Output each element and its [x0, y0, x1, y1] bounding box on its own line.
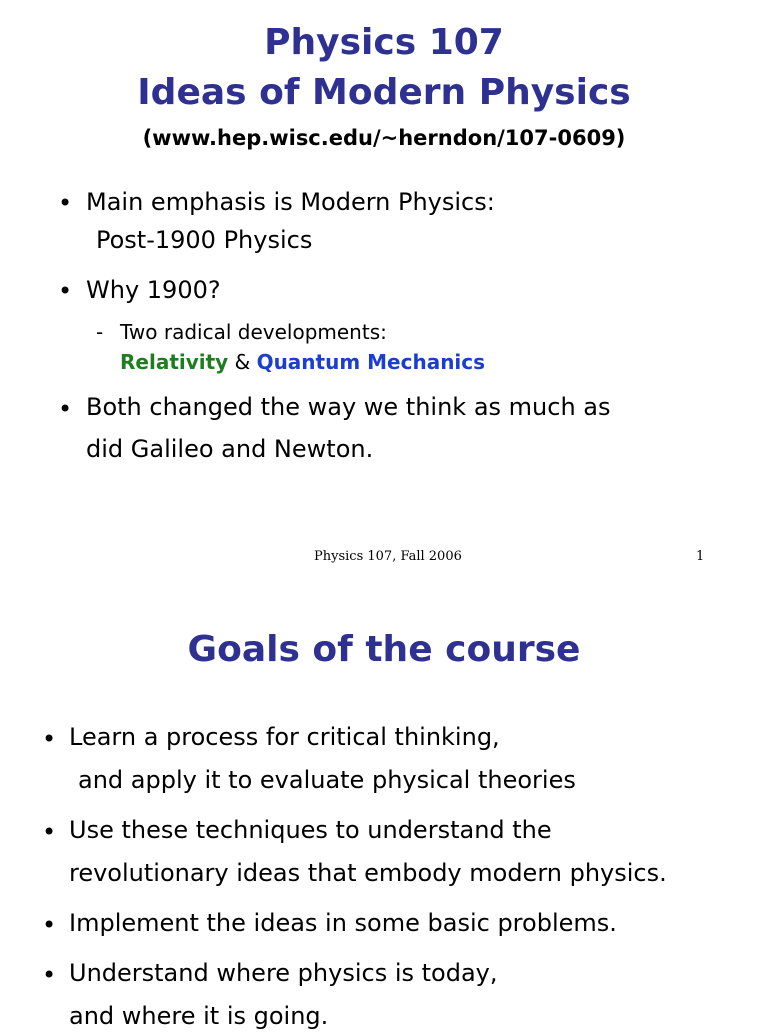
page-number: 1	[696, 549, 705, 564]
term-relativity: Relativity	[120, 350, 229, 374]
goal-1-line-1: Learn a process for critical thinking,	[69, 723, 500, 751]
slide-title-line-1: Physics 107	[264, 22, 504, 63]
bullet-marker: •	[42, 961, 57, 989]
bullet-marker: •	[58, 395, 73, 423]
goal-3-line-1: Implement the ideas in some basic problems.	[69, 909, 617, 937]
bullet-marker: •	[42, 911, 57, 939]
bullet-marker: •	[42, 725, 57, 753]
sub-bullet-dash: -	[96, 320, 104, 344]
sub-bullet-text: Two radical developments:	[120, 320, 387, 344]
course-url: (www.hep.wisc.edu/~herndon/107-0609)	[142, 126, 626, 150]
bullet-2-line-1: Why 1900?	[86, 276, 221, 304]
term-ampersand: &	[234, 350, 251, 374]
goals-title: Goals of the course	[187, 629, 581, 670]
bullet-1-line-2: Post-1900 Physics	[96, 226, 313, 254]
bullet-1-line-1: Main emphasis is Modern Physics:	[86, 188, 495, 216]
goal-2-line-2: revolutionary ideas that embody modern physics.	[69, 859, 667, 887]
bullet-3-line-2: did Galileo and Newton.	[86, 435, 374, 463]
slide-title-line-2: Ideas of Modern Physics	[137, 72, 631, 113]
bullet-marker: •	[58, 277, 73, 305]
goal-4-line-1: Understand where physics is today,	[69, 959, 498, 987]
goal-1-line-2: and apply it to evaluate physical theories	[78, 766, 576, 794]
slide-footer: Physics 107, Fall 2006	[314, 549, 462, 564]
term-quantum-mechanics: Quantum Mechanics	[256, 350, 486, 374]
bullet-marker: •	[58, 189, 73, 217]
goal-2-line-1: Use these techniques to understand the	[69, 816, 552, 844]
bullet-3-line-1: Both changed the way we think as much as	[86, 393, 611, 421]
bullet-marker: •	[42, 818, 57, 846]
sub-bullet-terms	[120, 348, 485, 376]
goal-4-line-2: and where it is going.	[69, 1002, 329, 1030]
